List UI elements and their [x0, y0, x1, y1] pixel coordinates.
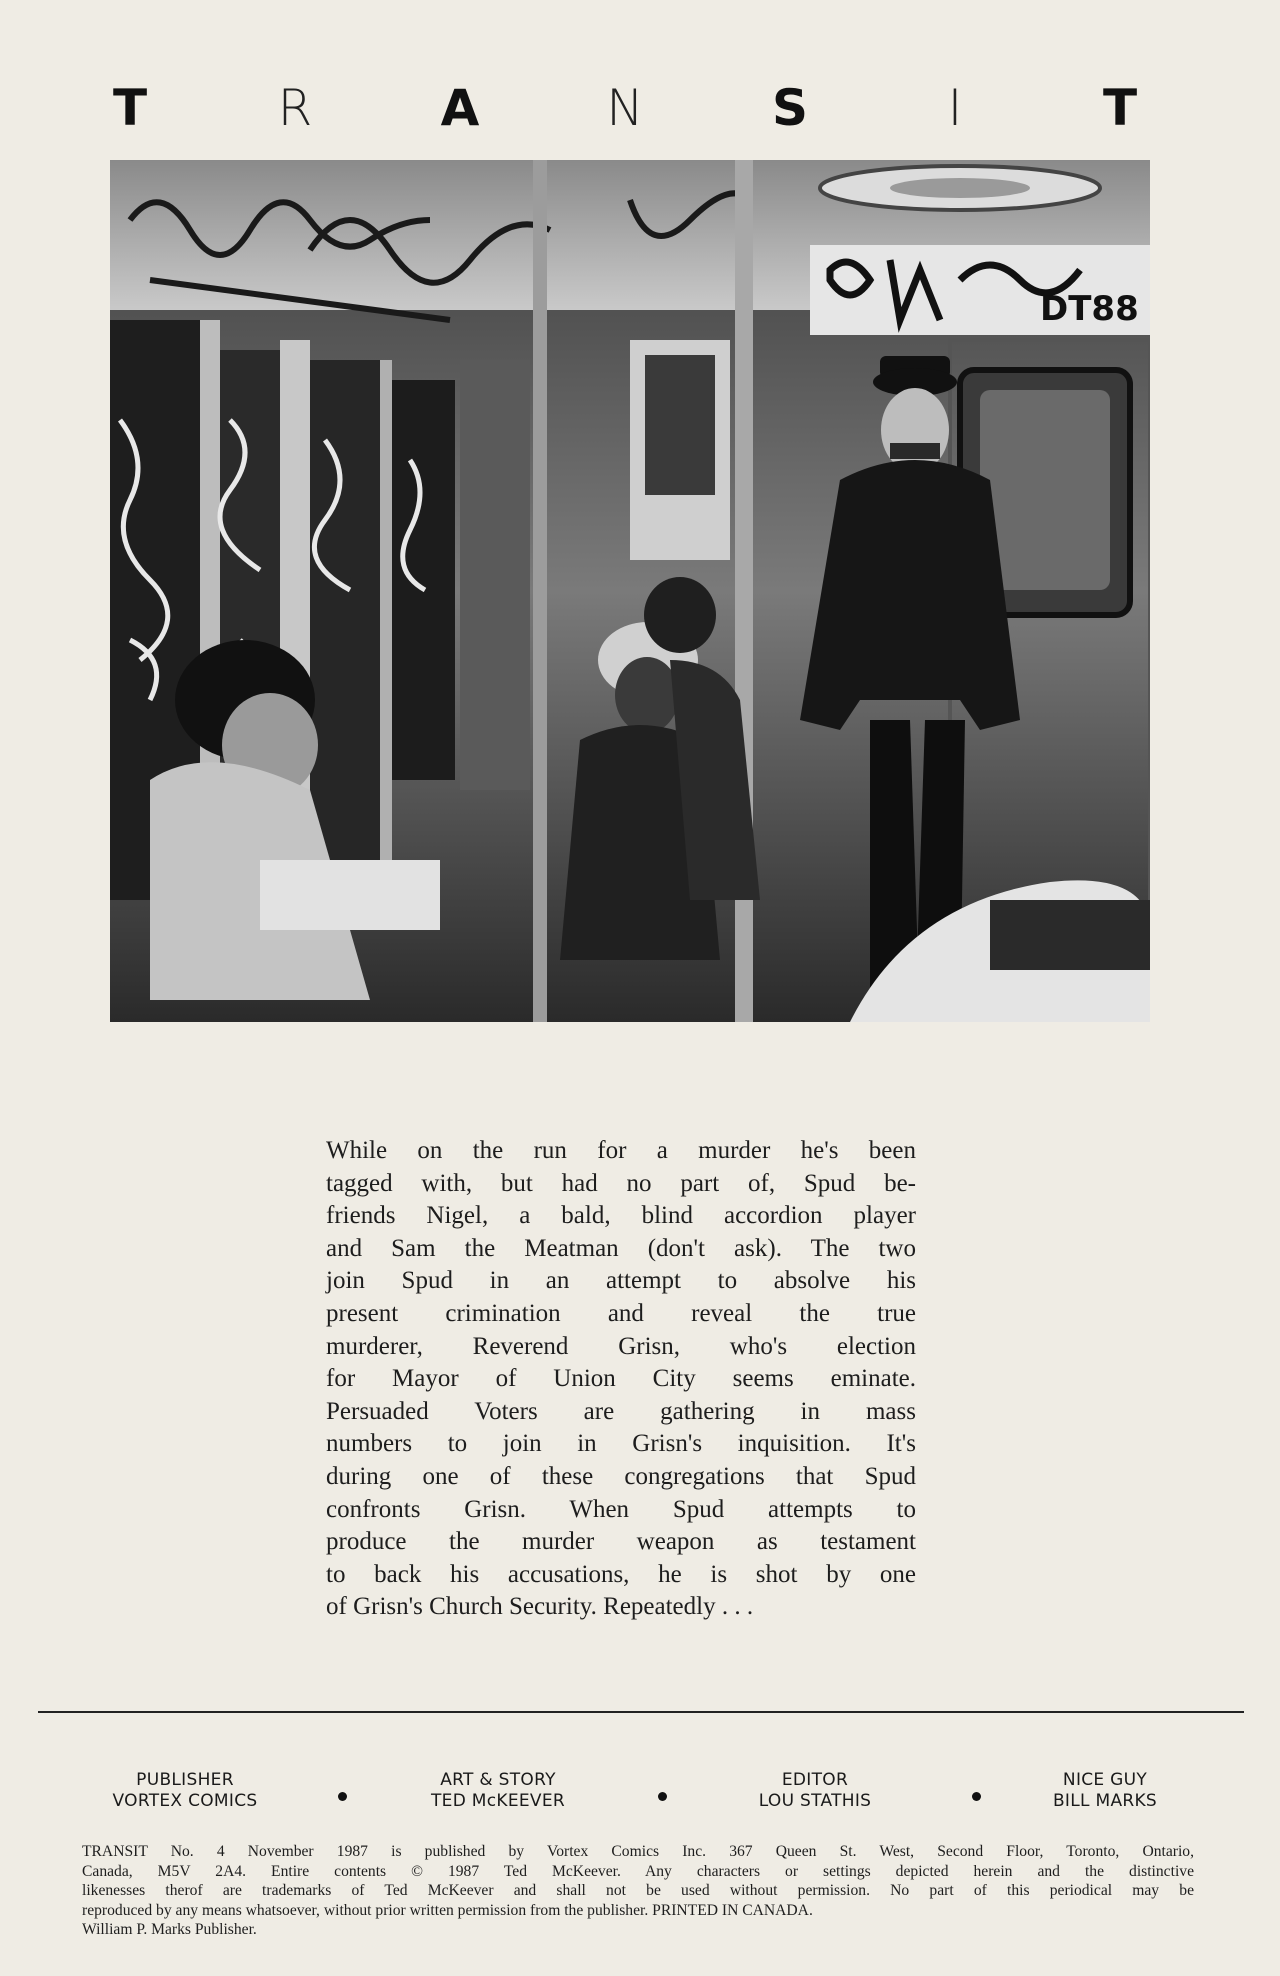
bullet-dot: [972, 1792, 981, 1801]
synopsis-line: While on the run for a murder he's been: [326, 1137, 916, 1164]
legal-line: William P. Marks Publisher.: [82, 1921, 257, 1938]
credit-name: BILL MARKS: [1052, 1791, 1158, 1811]
bullet-dot: [658, 1792, 667, 1801]
synopsis-text: [326, 1135, 916, 1624]
synopsis-line: produce the murder weapon as testament: [326, 1528, 916, 1556]
synopsis-line: and Sam the Meatman (don't ask). The two: [326, 1234, 916, 1262]
credit-role: NICE GUY: [1062, 1770, 1148, 1790]
synopsis-line: numbers to join in Grisn's inquisition. It's: [326, 1430, 916, 1458]
credit-publisher: [80, 1770, 290, 1812]
legal-line: reproduced by any means whatsoever, without prior written permission from the publisher. PRINTED IN CANADA.: [82, 1901, 813, 1919]
masthead-letter: T: [112, 79, 148, 137]
masthead-title: [110, 78, 1140, 138]
legal-line: Canada, M5V 2A4. Entire contents © 1987 Ted McKeever. Any characters or settings depicted herein and the distinctive: [82, 1862, 1194, 1880]
synopsis-line: during one of these congregations that Spud: [326, 1462, 916, 1490]
graffiti-tag: DT88: [1040, 289, 1139, 329]
divider-rule: [38, 1711, 1244, 1713]
credits-bar: [80, 1770, 1210, 1830]
synopsis-line: of Grisn's Church Security. Repeatedly . . .: [326, 1593, 754, 1621]
masthead-letter: A: [440, 79, 480, 137]
credit-art-story: [398, 1770, 598, 1812]
masthead-letter: R: [277, 79, 313, 137]
synopsis-line: Persuaded Voters are gathering in mass: [326, 1397, 916, 1425]
synopsis-line: present crimination and reveal the true: [326, 1299, 916, 1327]
synopsis-line: murderer, Reverend Grisn, who's election: [326, 1332, 916, 1360]
legal-line: TRANSIT No. 4 November 1987 is published by Vortex Comics Inc. 367 Queen St. West, Second Floor, Toronto, Ontario,: [82, 1843, 1194, 1860]
credit-editor: [715, 1770, 915, 1812]
bullet-dot: [338, 1792, 347, 1801]
credit-name: TED McKEEVER: [430, 1791, 566, 1811]
synopsis-line: to back his accusations, he is shot by one: [326, 1560, 916, 1588]
credit-name: LOU STATHIS: [758, 1791, 872, 1811]
subway-car-photo: [110, 160, 1150, 1022]
credit-role: EDITOR: [781, 1770, 849, 1790]
synopsis-line: friends Nigel, a bald, blind accordion player: [326, 1202, 916, 1230]
synopsis-line: confronts Grisn. When Spud attempts to: [326, 1495, 916, 1523]
legal-indicia: [82, 1842, 1194, 1940]
credit-name: VORTEX COMICS: [112, 1791, 258, 1811]
legal-line: likenesses therof are trademarks of Ted McKeever and shall not be used without permission. No part of this periodical may be: [82, 1882, 1194, 1899]
masthead-letter: N: [606, 79, 644, 137]
synopsis-line: tagged with, but had no part of, Spud be-: [326, 1169, 916, 1197]
credit-role: PUBLISHER: [136, 1770, 234, 1790]
synopsis-line: join Spud in an attempt to absolve his: [326, 1267, 916, 1295]
credit-role: ART & STORY: [440, 1770, 556, 1790]
synopsis-line: for Mayor of Union City seems eminate.: [326, 1365, 916, 1393]
masthead-letter: I: [947, 79, 963, 137]
credit-nice-guy: [1015, 1770, 1195, 1812]
masthead-letter: S: [771, 79, 808, 137]
masthead-letter: T: [1102, 79, 1138, 137]
